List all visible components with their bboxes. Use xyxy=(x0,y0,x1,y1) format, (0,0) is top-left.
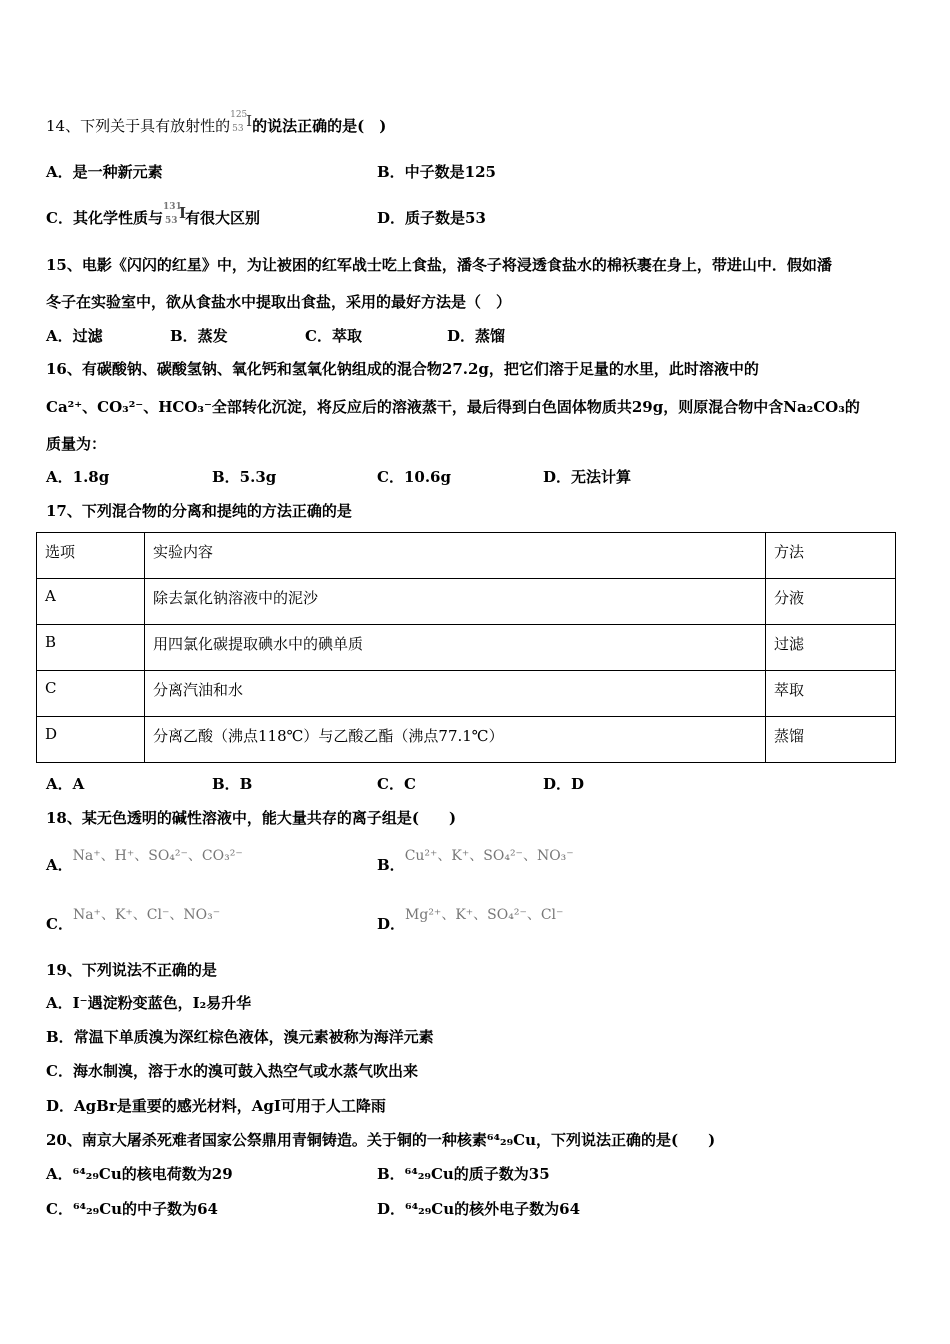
q18-option-d: D．Mg²⁺、K⁺、SO₄²⁻、Cl⁻ xyxy=(377,907,564,933)
table-cell: 用四氯化碳提取碘水中的碘单质 xyxy=(145,625,766,671)
table-cell: A xyxy=(37,579,145,625)
q18-option-b: B．Cu²⁺、K⁺、SO₄²⁻、NO₃⁻ xyxy=(377,848,574,874)
table-cell: 除去氯化钠溶液中的泥沙 xyxy=(145,579,766,625)
q19-option-a: A．I⁻遇淀粉变蓝色，I₂易升华 xyxy=(46,994,252,1012)
q16-stem-line1: 16、有碳酸钠、碳酸氢钠、氧化钙和氢氧化钠组成的混合物27.2g，把它们溶于足量的水里，此时溶液中的 xyxy=(46,360,759,378)
q17-option-d: D．D xyxy=(543,775,585,793)
table-header-row xyxy=(37,533,896,579)
q14-option-c: C．其化学性质与 131 53 I 有很大区别 xyxy=(46,202,260,227)
q14-stem-text: 14、下列关于具有放射性的 xyxy=(46,117,231,135)
q18-c-ions: Na⁺、K⁺、Cl⁻、NO₃⁻ xyxy=(72,907,221,923)
table-row xyxy=(37,671,896,717)
q17-table xyxy=(36,532,896,763)
q19-stem: 19、下列说法不正确的是 xyxy=(46,961,217,979)
q16-option-b: B．5.3g xyxy=(212,468,277,486)
q15-stem-line2: 冬子在实验室中，欲从食盐水中提取出食盐，采用的最好方法是（ ） xyxy=(46,293,512,311)
q18-option-c: C．Na⁺、K⁺、Cl⁻、NO₃⁻ xyxy=(46,907,221,933)
q18-option-a: A．Na⁺、H⁺、SO₄²⁻、CO₃²⁻ xyxy=(46,848,243,874)
q19-option-d: D．AgBr是重要的感光材料，AgI可用于人工降雨 xyxy=(46,1097,386,1115)
table-header-cell: 选项 xyxy=(37,533,145,579)
q19-option-b: B．常温下单质溴为深红棕色液体，溴元素被称为海洋元素 xyxy=(46,1028,434,1046)
q16-stem-line3: 质量为： xyxy=(46,435,107,453)
q14-stem-end: 的说法正确的是( ) xyxy=(252,117,387,135)
q18-b-ions: Cu²⁺、K⁺、SO₄²⁻、NO₃⁻ xyxy=(404,848,574,864)
q14-c-isotope: 131 53 I xyxy=(162,202,186,226)
table-header-cell: 方法 xyxy=(766,533,896,579)
q17-option-a: A．A xyxy=(46,775,85,793)
table-cell: C xyxy=(37,671,145,717)
table-row xyxy=(37,717,896,763)
q16-option-c: C．10.6g xyxy=(377,468,451,486)
table-cell: 过滤 xyxy=(766,625,896,671)
table-cell: 分离汽油和水 xyxy=(145,671,766,717)
table-cell: B xyxy=(37,625,145,671)
table-row xyxy=(37,579,896,625)
q15-option-c: C．萃取 xyxy=(305,327,362,345)
q17-option-b: B．B xyxy=(212,775,253,793)
q20-option-a: A．⁶⁴₂₉Cu的核电荷数为29 xyxy=(46,1165,233,1183)
q18-stem: 18、某无色透明的碱性溶液中，能大量共存的离子组是( ) xyxy=(46,809,457,827)
q14-option-b: B．中子数是125 xyxy=(377,163,496,181)
q20-stem: 20、南京大屠杀死难者国家公祭鼎用青铜铸造。关于铜的一种核素⁶⁴₂₉Cu，下列说法正确的是( ) xyxy=(46,1131,716,1149)
table-cell: 蒸馏 xyxy=(766,717,896,763)
q15-stem-line1: 15、电影《闪闪的红星》中，为让被困的红军战士吃上食盐，潘冬子将浸透食盐水的棉袄裹在身上，带进山中．假如潘 xyxy=(46,256,832,274)
q16-option-a: A．1.8g xyxy=(46,468,110,486)
q15-option-a: A．过滤 xyxy=(46,327,103,345)
table-cell: 分液 xyxy=(766,579,896,625)
q20-option-d: D．⁶⁴₂₉Cu的核外电子数为64 xyxy=(377,1200,581,1218)
q17-option-c: C．C xyxy=(377,775,416,793)
q15-option-d: D．蒸馏 xyxy=(447,327,506,345)
q14-isotope: 125 53 I xyxy=(230,110,253,134)
q17-stem: 17、下列混合物的分离和提纯的方法正确的是 xyxy=(46,502,352,520)
q20-option-b: B．⁶⁴₂₉Cu的质子数为35 xyxy=(377,1165,550,1183)
q14-stem xyxy=(46,110,387,137)
table-cell: 萃取 xyxy=(766,671,896,717)
table-cell: D xyxy=(37,717,145,763)
q18-d-ions: Mg²⁺、K⁺、SO₄²⁻、Cl⁻ xyxy=(405,907,564,923)
q16-stem-line2: Ca²⁺、CO₃²⁻、HCO₃⁻全部转化沉淀，将反应后的溶液蒸干，最后得到白色固体物质共29g，则原混合物中含Na₂CO₃的 xyxy=(46,398,860,416)
q16-option-d: D．无法计算 xyxy=(543,468,632,486)
table-cell: 分离乙酸（沸点118℃）与乙酸乙酯（沸点77.1℃） xyxy=(145,717,766,763)
q14-option-a: A．是一种新元素 xyxy=(46,163,163,181)
q14-option-d: D．质子数是53 xyxy=(377,209,486,227)
q15-option-b: B．蒸发 xyxy=(170,327,228,345)
q19-option-c: C．海水制溴，溶于水的溴可鼓入热空气或水蒸气吹出来 xyxy=(46,1062,418,1080)
q18-a-ions: Na⁺、H⁺、SO₄²⁻、CO₃²⁻ xyxy=(72,848,243,864)
table-row xyxy=(37,625,896,671)
table-header-cell: 实验内容 xyxy=(145,533,766,579)
q20-option-c: C．⁶⁴₂₉Cu的中子数为64 xyxy=(46,1200,218,1218)
